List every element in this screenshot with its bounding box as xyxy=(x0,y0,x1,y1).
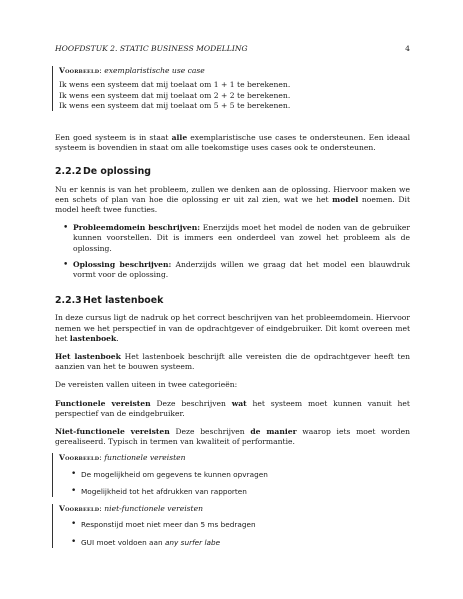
item-text: Responstijd moet niet meer dan 5 ms bedragen xyxy=(81,520,256,530)
paragraph-text-rest: . xyxy=(116,333,119,343)
bullet-term: Oplossing beschrijven: xyxy=(73,259,172,269)
intro-text-rest: exemplaristische use cases te ondersteunen. Een ideaal systeem is bovendien in staat om alle toekomstige uses cases ook te ondersteunen. xyxy=(55,133,410,153)
example-title: functionele vereisten xyxy=(104,453,186,463)
item-text: GUI moet voldoen aan xyxy=(81,537,165,547)
list-item: • De mogelijkheid om gegevens te kunnen opvragen xyxy=(71,470,410,480)
running-header xyxy=(55,44,410,54)
example-line: Ik wens een systeem dat mij toelaat om 1 + 1 te berekenen. xyxy=(59,80,291,90)
intro-bold: alle xyxy=(171,133,188,143)
paragraph-text: In deze cursus ligt de nadruk op het correct beschrijven van het probleemdomein. Hiervoor nemen we het perspectief in van de opdrachtgever of eindgebruiker. Dit komt overeen met het xyxy=(55,313,410,343)
categories-intro: De vereisten vallen uiteen in twee categorieën: xyxy=(55,380,238,390)
section-heading-2-2-3 xyxy=(55,296,410,306)
definition-term: Het lastenboek xyxy=(55,352,121,362)
list-item xyxy=(71,538,410,548)
bullet-term: Probleemdomein beschrijven: xyxy=(73,223,201,233)
example-label: Voorbeeld: functionele vereisten xyxy=(59,453,186,463)
list-item xyxy=(63,223,410,254)
definition-text-rest: het systeem moet kunnen vanuit het perspectief van de eindgebruiker. xyxy=(55,398,410,418)
example-use-case-block xyxy=(52,66,410,111)
definition-term: Niet-functionele vereisten xyxy=(55,427,170,437)
list-item: • Mogelijkheid tot het afdrukken van rapporten xyxy=(71,487,410,497)
example-functional-list xyxy=(71,470,410,497)
paragraph-text-rest: noemen. Dit model heeft twee functies. xyxy=(55,194,410,215)
definition-lastenboek xyxy=(55,352,410,372)
intro-paragraph xyxy=(55,133,410,153)
example-title: exemplaristische use case xyxy=(104,66,205,76)
definition-bold: de manier xyxy=(250,427,297,437)
definition-text-rest: waarop iets moet worden gerealiseerd. Typisch in termen van kwaliteit of performantie. xyxy=(55,427,410,447)
definition-text: Het lastenboek beschrijft alle vereisten die de opdrachtgever heeft ten aanzien van het te bouwen systeem. xyxy=(55,352,410,372)
definition-term: Functionele vereisten xyxy=(55,398,151,408)
example-nonfunctional-list xyxy=(71,520,410,547)
section-title: Het lastenboek xyxy=(83,295,164,307)
chapter-title: HOOFDSTUK 2. STATIC BUSINESS MODELLING xyxy=(55,44,248,53)
definition-text: Deze beschrijven xyxy=(150,398,232,408)
list-item xyxy=(71,520,410,530)
definition-functional xyxy=(55,399,410,419)
definition-text: Deze beschrijven xyxy=(169,427,251,437)
item-italic: any surfer labe xyxy=(164,537,221,547)
section-223-paragraph xyxy=(55,313,410,344)
definition-nonfunctional xyxy=(55,427,410,447)
page-number: 4 xyxy=(405,44,410,53)
example-keyword: Voorbeeld xyxy=(59,453,100,463)
example-title: niet-functionele vereisten xyxy=(104,504,203,514)
example-functional-block xyxy=(52,453,410,497)
definition-bold: wat xyxy=(231,398,247,408)
bullet-text: Anderzijds willen we graag dat het model een blauwdruk vormt voor de oplossing. xyxy=(73,259,411,280)
paragraph-bold: model xyxy=(332,194,359,204)
example-nonfunctional-block xyxy=(52,504,410,548)
section-number: 2.2.2 xyxy=(55,166,82,178)
section-title: De oplossing xyxy=(83,166,151,178)
bullet-text: Enerzijds moet het model de noden van de gebruiker kunnen voorstellen. Dit is immers een onderdeel van zowel het probleem als de oplossing. xyxy=(73,223,410,253)
list-item xyxy=(63,260,410,280)
example-label: Voorbeeld: exemplaristische use case xyxy=(59,66,205,76)
intro-text: Een goed systeem is in staat xyxy=(55,133,172,143)
example-line: Ik wens een systeem dat mij toelaat om 2 + 2 te berekenen. xyxy=(59,90,291,100)
example-label: Voorbeeld: niet-functionele vereisten xyxy=(59,504,203,514)
section-number: 2.2.3 xyxy=(55,295,82,307)
paragraph-text: Nu er kennis is van het probleem, zullen we denken aan de oplossing. Hiervoor maken we een schets of plan van hoe die oplossing er uit zal zien, wat we het xyxy=(55,184,410,204)
model-functions-list xyxy=(63,223,410,280)
document-page xyxy=(55,44,410,555)
example-lines xyxy=(59,80,410,111)
section-heading-2-2-2 xyxy=(55,167,410,177)
example-keyword: Voorbeeld xyxy=(59,66,100,76)
paragraph-bold: lastenboek xyxy=(69,333,117,343)
section-222-paragraph xyxy=(55,185,410,216)
example-line: Ik wens een systeem dat mij toelaat om 5 + 5 te berekenen. xyxy=(59,100,291,110)
example-keyword: Voorbeeld xyxy=(59,504,100,514)
